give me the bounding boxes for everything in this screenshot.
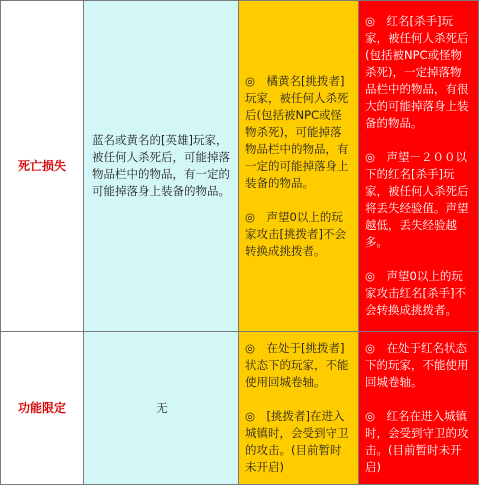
hero-cell xyxy=(84,332,239,485)
cell-text: 无 xyxy=(156,400,168,415)
row-label: 死亡损失 xyxy=(1,1,84,332)
instigator-cell xyxy=(239,1,359,332)
cell-text: ◎ 红名在进入城镇时，会受到守卫的攻击。(目前暂时未开启) xyxy=(365,409,469,474)
cell-text: 蓝名或黄名的[英雄]玩家，被任何人杀死后，可能掉落物品栏中的物品，有一定的可能掉落身上装备的物品。 xyxy=(92,133,230,198)
table-row xyxy=(1,332,479,485)
cell-text: ◎ 在处于[挑拨者]状态下的玩家，不能使用回城卷轴。 xyxy=(245,341,349,389)
cell-text: ◎ 声望0以上的玩家攻击[挑拨者]不会转换成挑拨者。 xyxy=(245,209,346,258)
cell-text: ◎ 声望0以上的玩家攻击红名[杀手]不会转换成挑拨者。 xyxy=(365,269,466,317)
hero-cell xyxy=(84,1,239,332)
cell-text: ◎ 红名[杀手]玩家，被任何人杀死后(包括被NPC或怪物杀死)，一定掉落物品栏中的物品，有很大的可能掉落身上装备的物品。 xyxy=(365,14,469,130)
table-row xyxy=(1,1,479,332)
instigator-cell xyxy=(239,332,359,485)
cell-text: ◎ 声望－２００以下的红名[杀手]玩家，被任何人杀死后将丢失经验值。声望越低，丢失经验越多。 xyxy=(365,150,469,249)
killer-cell xyxy=(359,332,479,485)
killer-cell xyxy=(359,1,479,332)
cell-text: ◎ 橘黄名[挑拨者]玩家，被任何人杀死后(包括被NPC或怪物杀死)，可能掉落物品栏中的物品，有一定的可能掉落身上装备的物品。 xyxy=(245,73,349,190)
cell-text: ◎ [挑拨者]在进入城镇时，会受到守卫的攻击。(目前暂时未开启) xyxy=(245,409,349,474)
row-label: 功能限定 xyxy=(1,332,84,485)
cell-text: ◎ 在处于红名状态下的玩家，不能使用回城卷轴。 xyxy=(365,341,469,389)
